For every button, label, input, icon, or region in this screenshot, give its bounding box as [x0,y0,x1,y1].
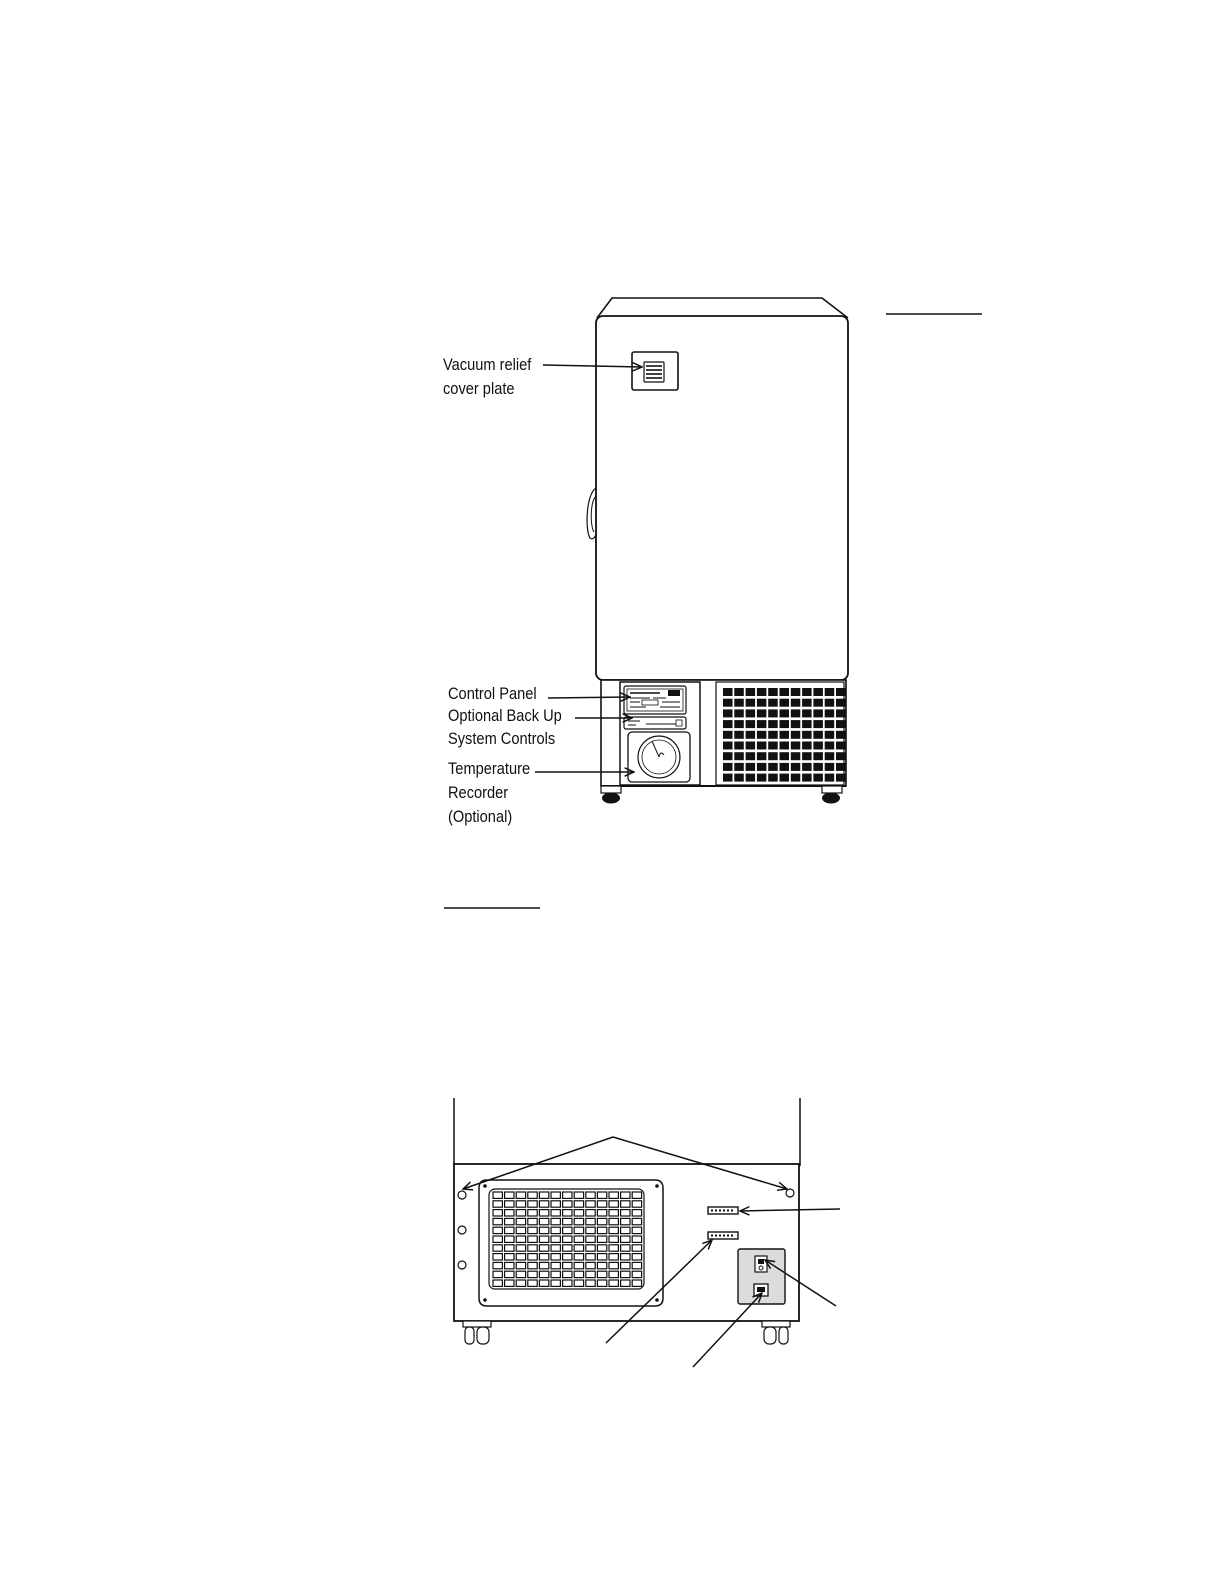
mounting-hole [458,1226,466,1234]
grille-vent-slot [528,1227,537,1233]
grille-vent-slot [563,1227,572,1233]
grille-vent-slot [505,1254,514,1260]
grille-vent-slot [563,1236,572,1242]
backup-controls-label-line1: Optional Back Up [448,706,562,725]
grille-vent-slot [493,1227,502,1233]
grille-vent-slot [632,1236,641,1242]
grille-vent-slot [539,1201,548,1207]
vacuum-relief-label-line1: Vacuum relief [443,355,532,374]
grille-vent-slot [609,1201,618,1207]
grille-vent-slot [609,1236,618,1242]
grille-vent-slot [516,1254,525,1260]
grille-vent-slot [632,1201,641,1207]
grille-vent-slot [505,1227,514,1233]
vacuum-relief-label-line2: cover plate [443,379,515,398]
grille-vent-slot [493,1236,502,1242]
grille-vent-slot [574,1262,583,1268]
grille-vent-slot [632,1192,641,1198]
grille-vent-slot [528,1245,537,1251]
grille-vent-slot [586,1280,595,1286]
grille-vent-slot [493,1192,502,1198]
grille-vent-slot [632,1280,641,1286]
grille-vent-slot [597,1210,606,1216]
mounting-hole [786,1189,794,1197]
grille-vent-slot [563,1245,572,1251]
grille-vent-slot [516,1280,525,1286]
grille-vent-slot [574,1201,583,1207]
grille-vent-slot [574,1227,583,1233]
grille-vent-slot [528,1271,537,1277]
grille-vent-slot [609,1210,618,1216]
backup-controls-label-line2: System Controls [448,729,556,748]
grille-vent-slot [516,1236,525,1242]
grille-vent-slot [597,1227,606,1233]
grille-vent-slot [586,1218,595,1224]
recorder-label-line3: (Optional) [448,807,513,826]
grille-vent-slot [528,1254,537,1260]
grille-vent-slot [574,1280,583,1286]
grille-vent-slot [528,1210,537,1216]
grille-vent-slot [516,1201,525,1207]
grille-vent-slot [539,1262,548,1268]
grille-vent-slot [621,1210,630,1216]
grille-vent-slot [632,1227,641,1233]
grille-vent-slot [551,1201,560,1207]
grille-vent-slot [597,1236,606,1242]
grille-vent-slot [505,1245,514,1251]
grille-vent-slot [516,1218,525,1224]
grille-vent-slot [516,1245,525,1251]
grille-vent-slot [563,1254,572,1260]
grille-vent-slot [609,1227,618,1233]
grille-vent-slot [539,1254,548,1260]
grille-vent-slot [505,1210,514,1216]
grille-vent-slot [632,1262,641,1268]
grille-vent-slot [621,1280,630,1286]
grille-vent-slot [551,1271,560,1277]
grille-vent-slot [574,1254,583,1260]
grille-vent-slot [574,1210,583,1216]
grille-vent-slot [597,1245,606,1251]
grille-vent-slot [493,1210,502,1216]
grille-vent-slot [551,1227,560,1233]
grille-vent-slot [551,1280,560,1286]
grille-vent-slot [493,1218,502,1224]
grille-vent-slot [574,1236,583,1242]
grille-vent-slot [539,1271,548,1277]
grille-vent-slot [551,1245,560,1251]
connector-upper [708,1207,738,1214]
grille-vent-slot [621,1236,630,1242]
grille-vent-slot [539,1236,548,1242]
grille-vent-slot [493,1280,502,1286]
grille-vent-slot [516,1262,525,1268]
grille-vent-slot [621,1201,630,1207]
grille-vent-slot [632,1254,641,1260]
grille-vent-slot [597,1201,606,1207]
grille-vent-slot [574,1218,583,1224]
grille-vent-slot [563,1271,572,1277]
grille-vent-slot [597,1218,606,1224]
grille-vent-slot [621,1271,630,1277]
grille-vent-slot [586,1245,595,1251]
grille-vent-slot [505,1271,514,1277]
grille-vent-slot [609,1280,618,1286]
grille-vent-slot [563,1210,572,1216]
grille-vent-slot [539,1210,548,1216]
grille-vent-slot [621,1245,630,1251]
grille-vent-slot [621,1192,630,1198]
grille-vent-slot [621,1262,630,1268]
grille-vent-slot [505,1192,514,1198]
grille-vent-slot [551,1254,560,1260]
grille-vent-slot [632,1271,641,1277]
grille-vent-slot [586,1192,595,1198]
grille-vent-slot [621,1218,630,1224]
grille-vent-slot [551,1236,560,1242]
grille-vent-slot [563,1218,572,1224]
recorder-label-line1: Temperature [448,759,531,778]
grille-vent-slot [632,1210,641,1216]
grille-vent-slot [563,1262,572,1268]
grille-vent-slot [597,1280,606,1286]
grille-vent-slot [563,1280,572,1286]
grille-vent-slot [516,1227,525,1233]
grille-vent-slot [574,1192,583,1198]
grille-vent-slot [539,1192,548,1198]
grille-vent-slot [609,1262,618,1268]
grille-vent-slot [528,1192,537,1198]
grille-vent-slot [632,1245,641,1251]
grille-vent-slot [551,1192,560,1198]
control-panel-label: Control Panel [448,684,537,703]
grille-vent-slot [574,1245,583,1251]
grille-vent-slot [586,1262,595,1268]
grille-vent-slot [586,1201,595,1207]
grille-vent-slot [528,1262,537,1268]
grille-vent-slot [528,1218,537,1224]
grille-vent-slot [539,1245,548,1251]
grille-vent-slot [493,1245,502,1251]
grille-vent-slot [528,1236,537,1242]
grille-vent-slot [505,1262,514,1268]
grille-vent-slot [597,1192,606,1198]
grille-vent-slot [574,1271,583,1277]
grille-vent-slot [539,1227,548,1233]
grille-vent-slot [516,1271,525,1277]
grille-vent-slot [528,1280,537,1286]
grille-vent-slot [563,1192,572,1198]
grille-vent-slot [563,1201,572,1207]
rear-caster-left [463,1321,491,1344]
grille-vent-slot [609,1218,618,1224]
grille-vent-slot [493,1262,502,1268]
grille-vent-slot [551,1210,560,1216]
grille-vent-slot [516,1192,525,1198]
grille-vent-slot [539,1280,548,1286]
grille-vent-slot [586,1210,595,1216]
grille-vent-slot [609,1271,618,1277]
grille-vent-slot [586,1236,595,1242]
grille-vent-slot [586,1254,595,1260]
grille-vent-slot [597,1262,606,1268]
grille-vent-slot [493,1201,502,1207]
grille-vent-slot [505,1201,514,1207]
grille-vent-slot [632,1218,641,1224]
rear-caster-right [762,1321,790,1344]
grille-vent-slot [493,1254,502,1260]
grille-vent-slot [609,1192,618,1198]
connector-lower [708,1232,738,1239]
grille-vent-slot [597,1271,606,1277]
grille-vent-slot [597,1254,606,1260]
grille-vent-slot [621,1254,630,1260]
grille-vent-slot [621,1227,630,1233]
grille-vent-slot [493,1271,502,1277]
grille-vent-slot [505,1280,514,1286]
grille-vent-slot [586,1227,595,1233]
grille-vent-slot [539,1218,548,1224]
recorder-label-line2: Recorder [448,783,509,802]
grille-vent-slot [609,1245,618,1251]
grille-vent-slot [516,1210,525,1216]
power-switch [755,1256,767,1272]
grille-vent-slot [551,1218,560,1224]
grille-vent-slot [609,1254,618,1260]
grille-vent-slot [586,1271,595,1277]
grille-vent-slot [505,1236,514,1242]
mounting-hole [458,1191,466,1199]
grille-vent-slot [551,1262,560,1268]
mounting-hole [458,1261,466,1269]
grille-vent-slot [528,1201,537,1207]
grille-vent-slot [505,1218,514,1224]
